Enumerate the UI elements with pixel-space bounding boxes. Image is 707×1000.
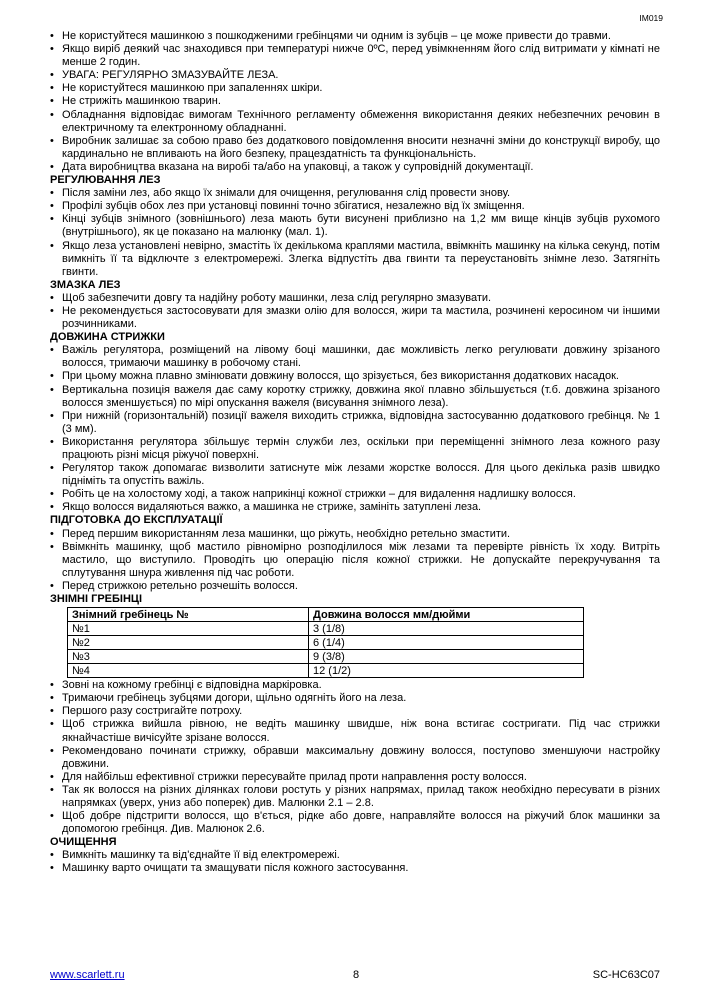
list-item [50,862,660,875]
list-item-text: Не користуйтеся машинкою при запаленнях шкіри. [62,82,323,95]
list-item [50,135,660,161]
list-item [50,161,660,174]
bullet-icon: • [50,383,54,396]
section-heading: ПІДГОТОВКА ДО ЕКСПЛУАТАЦІЇ [50,514,223,527]
list-item-text: Важіль регулятора, розміщений на лівому боці машинки, дає можливість легко регулювати довжину зрізаного волосся, тримаючи машинку в робочому стані. [62,344,660,370]
bullet-icon: • [50,862,54,875]
list-item [50,705,660,718]
list-item-text: Вертикальна позиція важеля дає саму коротку стрижку, довжина якої плавно збільшується (т.б. довжина зрізаного волосся зменшується) по мірі опускання важеля (висування знімного леза). [62,383,660,409]
list-item [50,200,660,213]
section-heading: РЕГУЛЮВАННЯ ЛЕЗ [50,174,161,187]
list-item [50,462,660,488]
bullet-icon: • [50,527,54,540]
page-number: 8 [353,969,360,981]
list-item-text: Ввімкніть машинку, щоб мастило рівномірно розподілилося між лезами та перевірте рівність їх ходу. Витріть мастило, що виступило. Проводіть цю операцію після кожної стрижки. Не допускайте перекручування та сплутування шнура живлення під час роботи. [62,540,660,579]
bullet-icon: • [50,692,54,705]
list-item [50,43,660,69]
table-cell: 6 (1/4) [309,636,584,650]
list-item-text: Не користуйтеся машинкою з пошкодженими гребінцями чи одним із зубців – це може привести до травми. [62,30,611,42]
list-item [50,82,660,95]
table-cell: №1 [68,622,309,636]
list-item-text: Виробник залишає за собою право без додаткового повідомлення вносити незначні зміни до конструкції виробу, що кардинально не впливають на його безпеку, працездатність та функціональність. [62,134,660,160]
table-cell: №3 [68,650,309,664]
bullet-icon: • [50,501,54,514]
list-item-text: Для найбільш ефективної стрижки пересувайте прилад проти направлення росту волосся. [62,770,527,783]
list-item [50,528,660,541]
list-item [50,745,660,771]
list-item-text: Не рекомендується застосовувати для змазки олію для волосся, жири та мастила, розчинені керосином чи іншими розчинниками. [62,304,660,331]
list-item-text: Дата виробництва вказана на виробі та/або на упаковці, а також у супровідній документації. [62,160,534,173]
list-item [50,580,660,593]
list-item [50,501,660,514]
bullet-icon: • [50,213,54,226]
list-item-text: Машинку варто очищати та змащувати після кожного застосування. [62,862,409,875]
table-row [68,650,584,664]
bullet-icon: • [50,370,54,383]
list-item-text: Щоб стрижка вийшла рівною, не ведіть машинку швидше, ніж вона встигає состригати. Під час стрижки якнайчастіше вичісуйте зрізане волосся. [62,718,660,744]
bullet-icon: • [50,409,54,422]
list-item-text: Зовні на кожному гребінці є відповідна маркіровка. [62,679,322,692]
website-link[interactable]: www.scarlett.ru [50,969,125,981]
bullet-icon: • [50,770,54,783]
list-item [50,213,660,239]
table-cell: 9 (3/8) [309,650,584,664]
bullet-list [50,292,660,331]
list-item [50,30,660,43]
bullet-icon: • [50,849,54,862]
list-item [50,810,660,836]
bullet-icon: • [50,435,54,448]
bullet-icon: • [50,744,54,757]
list-item [50,69,660,82]
section-heading: ЗНІМНІ ГРЕБІНЦІ [50,593,143,606]
list-item [50,849,660,862]
list-item-text: Так як волосся на різних ділянках голови ростуть у різних напрямах, прилад також необхідно пересувати в різних напрямках (уверх, униз або поперек) див. Малюнки 2.1 – 2.8. [62,783,660,809]
list-item [50,692,660,705]
list-item [50,292,660,305]
list-item [50,784,660,810]
table-row [68,664,584,678]
bullet-icon: • [50,783,54,796]
list-item-text: Щоб добре підстригти волосся, що в'ється, рідке або довге, направляйте волосся на ріжучий блок машинки за допомогою гребінця. Див. Малюнок 2.6. [62,810,660,836]
bullet-icon: • [50,540,54,553]
list-item-text: Якщо волосся видаляються важко, а машинка не стриже, замініть затуплені леза. [62,501,482,514]
bullet-icon: • [50,82,54,95]
header-model-code: IM019 [639,13,663,23]
list-item-text: Перед стрижкою ретельно розчешіть волосся. [62,579,298,592]
list-item [50,370,660,383]
bullet-icon: • [50,134,54,147]
table-header-cell: Знімний гребінець № [68,608,309,622]
list-item [50,344,660,370]
list-item-text: Тримаючи гребінець зубцями догори, щільно одягніть його на леза. [62,692,407,705]
list-item-text: Профілі зубців обох лез при установці повинні точно збігатися, незалежно від їх зміщення. [62,200,525,213]
bullet-icon: • [50,462,54,475]
bullet-icon: • [50,43,54,56]
list-item-text: Рекомендовано починати стрижку, обравши максимальну довжину волосся, поступово зменшуючи настройку довжини. [62,744,660,770]
table-cell: 3 (1/8) [309,622,584,636]
document-content [50,30,660,876]
list-item [50,410,660,436]
section-heading: ДОВЖИНА СТРИЖКИ [50,331,165,344]
bullet-icon: • [50,705,54,718]
list-item [50,718,660,744]
list-item-text: При цьому можна плавно змінювати довжину волосся, що зрізується, без використання додаткових насадок. [62,370,619,383]
list-item-text: Використання регулятора збільшує термін служби лез, оскільки при переміщенні знімного леза кожного разу працюють різні місця ріжучої поверхні. [62,435,660,461]
bullet-icon: • [50,579,54,592]
section-heading: ОЧИЩЕННЯ [50,836,117,849]
table-row [68,622,584,636]
bullet-list [50,187,660,279]
list-item [50,771,660,784]
list-item-text: Кінці зубців знімного (зовнішнього) леза мають бути висунені приблизно на 1,2 мм вище кінців зубців рухомого (внутрішнього), як це показано на малюнку (мал. 1). [62,213,660,239]
table-header-cell: Довжина волосся мм/дюйми [309,608,584,622]
list-item-text: Робіть це на холостому ході, а також наприкінці кожної стрижки – для видалення надлишку волосся. [62,488,576,501]
list-item-text: УВАГА: РЕГУЛЯРНО ЗМАЗУВАЙТЕ ЛЕЗА. [62,69,279,82]
table-cell: №2 [68,636,309,650]
list-item-text: Щоб забезпечити довгу та надійну роботу машинки, леза слід регулярно змазувати. [62,291,492,304]
bullet-icon: • [50,679,54,692]
section-heading: ЗМАЗКА ЛЕЗ [50,278,121,291]
table-row [68,636,584,650]
list-item-text: Після заміни лез, або якщо їх знімали для очищення, регулювання слід провести знову. [62,187,511,200]
list-item-text: Першого разу состригайте потроху. [62,705,243,718]
list-item [50,305,660,331]
bullet-list [50,849,660,875]
bullet-icon: • [50,291,54,304]
bullet-list [50,344,660,514]
list-item-text: Якщо виріб деякий час знаходився при температурі нижче 0ºC, перед увімкненням його слід витримати у кімнаті не менше 2 годин. [62,43,660,69]
bullet-icon: • [50,187,54,200]
list-item-text: Не стрижіть машинкою тварин. [62,95,221,108]
list-item [50,679,660,692]
bullet-icon: • [50,95,54,108]
table-cell: №4 [68,664,309,678]
list-item [50,109,660,135]
bullet-icon: • [50,488,54,501]
list-item [50,384,660,410]
list-item [50,541,660,580]
list-item [50,436,660,462]
table-cell: 12 (1/2) [309,664,584,678]
bullet-icon: • [50,69,54,82]
bullet-icon: • [50,344,54,357]
list-item [50,95,660,108]
footer-model: SC-HC63C07 [592,969,660,981]
bullet-icon: • [50,718,54,731]
bullet-icon: • [50,239,54,252]
list-item-text: Регулятор також допомагає визволити затиснуте між лезами жорстке волосся. Для цього декілька разів швидко підніміть та опустіть важіль. [62,462,660,488]
bullet-icon: • [50,200,54,213]
bullet-list [50,679,660,836]
list-item-text: При нижній (горизонтальній) позиції важеля виходить стрижка, відповідна застосуванню додаткового гребінця. № 1 (3 мм). [62,409,660,435]
list-item-text: Обладнання відповідає вимогам Технічного регламенту обмеження використання деяких небезпечних речовин в електричному та електронному обладнанні. [62,108,660,134]
bullet-list [50,30,660,174]
list-item [50,240,660,279]
bullet-icon: • [50,160,54,173]
bullet-icon: • [50,810,54,823]
comb-table [67,607,584,678]
bullet-icon: • [50,30,54,42]
list-item-text: Перед першим використанням леза машинки, що ріжуть, необхідно ретельно змастити. [62,527,511,540]
bullet-icon: • [50,304,54,317]
table-header-row [68,608,584,622]
list-item-text: Якщо леза установлені невірно, змастіть їх декількома краплями мастила, ввімкніть машинку на кілька секунд, потім вимкніть її та відключте з електромережі. Злегка відпустіть два гвинти та переустановіть знімне лезо. Затягніть гвинти. [62,239,660,278]
list-item-text: Вимкніть машинку та від'єднайте її від електромережі. [62,849,340,862]
bullet-icon: • [50,108,54,121]
bullet-list [50,528,660,593]
list-item [50,488,660,501]
list-item [50,187,660,200]
